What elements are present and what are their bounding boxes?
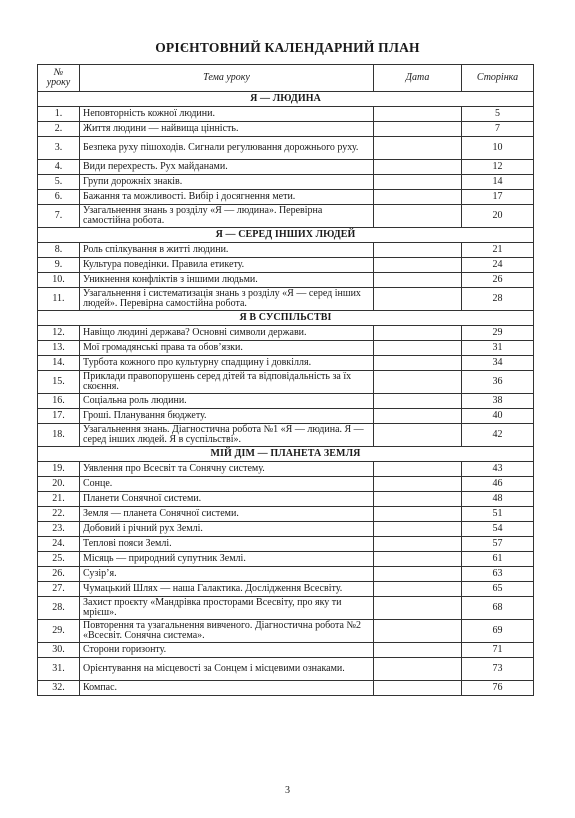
lesson-date-cell — [374, 288, 462, 311]
lesson-number-cell: 3. — [38, 137, 80, 160]
lesson-page-cell: 68 — [462, 597, 534, 620]
lesson-page-cell: 36 — [462, 371, 534, 394]
lesson-number-cell: 10. — [38, 273, 80, 288]
lesson-date-cell — [374, 567, 462, 582]
lesson-topic-cell: Сонце. — [80, 477, 374, 492]
lesson-page-cell: 40 — [462, 409, 534, 424]
section-title: МІЙ ДІМ — ПЛАНЕТА ЗЕМЛЯ — [38, 447, 534, 462]
lesson-topic-cell: Мої громадянські права та обов’язки. — [80, 341, 374, 356]
lesson-date-cell — [374, 537, 462, 552]
lesson-page-cell: 63 — [462, 567, 534, 582]
lesson-date-cell — [374, 356, 462, 371]
lesson-topic-cell: Узагальнення знань. Діагностична робота №1 «Я — людина. Я — серед інших людей. Я в суспільстві». — [80, 424, 374, 447]
lesson-topic-cell: Турбота кожного про культурну спадщину і довкілля. — [80, 356, 374, 371]
lesson-topic-cell: Бажання та можливості. Вибір і досягнення мети. — [80, 190, 374, 205]
table-row — [38, 620, 534, 643]
lesson-number-cell: 26. — [38, 567, 80, 582]
lesson-date-cell — [374, 190, 462, 205]
lesson-number-cell: 2. — [38, 122, 80, 137]
lesson-number-cell: 18. — [38, 424, 80, 447]
lesson-number-cell: 1. — [38, 107, 80, 122]
lesson-date-cell — [374, 107, 462, 122]
lesson-page-cell: 76 — [462, 681, 534, 696]
calendar-plan-table — [37, 64, 534, 696]
section-header-row — [38, 311, 534, 326]
lesson-topic-cell: Уникнення конфліктів з іншими людьми. — [80, 273, 374, 288]
section-title: Я — СЕРЕД ІНШИХ ЛЮДЕЙ — [38, 228, 534, 243]
table-row — [38, 258, 534, 273]
table-row — [38, 462, 534, 477]
lesson-date-cell — [374, 160, 462, 175]
lesson-number-cell: 24. — [38, 537, 80, 552]
lesson-page-cell: 71 — [462, 643, 534, 658]
lesson-topic-cell: Земля — планета Сонячної системи. — [80, 507, 374, 522]
lesson-number-cell: 30. — [38, 643, 80, 658]
lesson-page-cell: 38 — [462, 394, 534, 409]
lesson-number-cell: 21. — [38, 492, 80, 507]
lesson-date-cell — [374, 371, 462, 394]
lesson-date-cell — [374, 643, 462, 658]
table-header-row — [38, 65, 534, 92]
lesson-date-cell — [374, 258, 462, 273]
lesson-topic-cell: Теплові пояси Землі. — [80, 537, 374, 552]
lesson-date-cell — [374, 122, 462, 137]
lesson-topic-cell: Повторення та узагальнення вивченого. Діагностична робота №2 «Всесвіт. Сонячна система». — [80, 620, 374, 643]
lesson-topic-cell: Сторони горизонту. — [80, 643, 374, 658]
lesson-page-cell: 69 — [462, 620, 534, 643]
lesson-number-cell: 12. — [38, 326, 80, 341]
lesson-number-cell: 16. — [38, 394, 80, 409]
table-row — [38, 326, 534, 341]
lesson-page-cell: 24 — [462, 258, 534, 273]
lesson-date-cell — [374, 175, 462, 190]
lesson-date-cell — [374, 597, 462, 620]
table-row — [38, 492, 534, 507]
lesson-date-cell — [374, 326, 462, 341]
lesson-number-cell: 29. — [38, 620, 80, 643]
section-title: Я В СУСПІЛЬСТВІ — [38, 311, 534, 326]
table-row — [38, 643, 534, 658]
lesson-topic-cell: Сузір’я. — [80, 567, 374, 582]
table-row — [38, 190, 534, 205]
lesson-page-cell: 51 — [462, 507, 534, 522]
lesson-date-cell — [374, 205, 462, 228]
table-row — [38, 681, 534, 696]
column-header-number — [38, 65, 80, 92]
lesson-topic-cell: Орієнтування на місцевості за Сонцем і місцевими ознаками. — [80, 658, 374, 681]
table-row — [38, 507, 534, 522]
lesson-number-cell: 23. — [38, 522, 80, 537]
lesson-number-cell: 9. — [38, 258, 80, 273]
lesson-date-cell — [374, 492, 462, 507]
lesson-topic-cell: Чумацький Шлях — наша Галактика. Дослідження Всесвіту. — [80, 582, 374, 597]
lesson-page-cell: 54 — [462, 522, 534, 537]
lesson-number-cell: 14. — [38, 356, 80, 371]
table-row — [38, 122, 534, 137]
lesson-date-cell — [374, 243, 462, 258]
lesson-page-cell: 57 — [462, 537, 534, 552]
table-row — [38, 243, 534, 258]
lesson-topic-cell: Узагальнення і систематизація знань з розділу «Я — серед інших людей». Перевірна самостійна робота. — [80, 288, 374, 311]
table-row — [38, 288, 534, 311]
lesson-date-cell — [374, 522, 462, 537]
lesson-date-cell — [374, 341, 462, 356]
table-row — [38, 205, 534, 228]
lesson-topic-cell: Добовий і річний рух Землі. — [80, 522, 374, 537]
lesson-date-cell — [374, 462, 462, 477]
lesson-date-cell — [374, 394, 462, 409]
table-row — [38, 477, 534, 492]
lesson-date-cell — [374, 409, 462, 424]
lesson-page-cell: 48 — [462, 492, 534, 507]
lesson-page-cell: 29 — [462, 326, 534, 341]
lesson-page-cell: 65 — [462, 582, 534, 597]
lesson-page-cell: 14 — [462, 175, 534, 190]
lesson-number-cell: 28. — [38, 597, 80, 620]
lesson-page-cell: 42 — [462, 424, 534, 447]
section-title: Я — ЛЮДИНА — [38, 92, 534, 107]
lesson-date-cell — [374, 477, 462, 492]
lesson-topic-cell: Планети Сонячної системи. — [80, 492, 374, 507]
lesson-number-cell: 20. — [38, 477, 80, 492]
table-row — [38, 356, 534, 371]
table-row — [38, 552, 534, 567]
lesson-number-cell: 7. — [38, 205, 80, 228]
lesson-date-cell — [374, 620, 462, 643]
lesson-date-cell — [374, 552, 462, 567]
table-row — [38, 537, 534, 552]
lesson-page-cell: 5 — [462, 107, 534, 122]
lesson-page-cell: 12 — [462, 160, 534, 175]
table-row — [38, 341, 534, 356]
page-number: 3 — [285, 785, 290, 796]
lesson-number-cell: 19. — [38, 462, 80, 477]
lesson-topic-cell: Роль спілкування в житті людини. — [80, 243, 374, 258]
section-header-row — [38, 228, 534, 243]
section-header-row — [38, 447, 534, 462]
table-row — [38, 424, 534, 447]
lesson-date-cell — [374, 137, 462, 160]
lesson-number-cell: 5. — [38, 175, 80, 190]
lesson-date-cell — [374, 681, 462, 696]
lesson-topic-cell: Види перехресть. Рух майданами. — [80, 160, 374, 175]
lesson-date-cell — [374, 582, 462, 597]
lesson-topic-cell: Компас. — [80, 681, 374, 696]
table-row — [38, 137, 534, 160]
section-header-row — [38, 92, 534, 107]
lesson-number-cell: 22. — [38, 507, 80, 522]
lesson-number-cell: 11. — [38, 288, 80, 311]
lesson-number-cell: 32. — [38, 681, 80, 696]
lesson-page-cell: 10 — [462, 137, 534, 160]
lesson-topic-cell: Узагальнення знань з розділу «Я — людина». Перевірна самостійна робота. — [80, 205, 374, 228]
lesson-page-cell: 73 — [462, 658, 534, 681]
lesson-topic-cell: Місяць — природний супутник Землі. — [80, 552, 374, 567]
lesson-number-cell: 4. — [38, 160, 80, 175]
lesson-page-cell: 21 — [462, 243, 534, 258]
table-row — [38, 658, 534, 681]
lesson-topic-cell: Неповторність кожної людини. — [80, 107, 374, 122]
lesson-topic-cell: Групи дорожніх знаків. — [80, 175, 374, 190]
table-row — [38, 160, 534, 175]
lesson-page-cell: 26 — [462, 273, 534, 288]
lesson-date-cell — [374, 424, 462, 447]
lesson-number-cell: 13. — [38, 341, 80, 356]
lesson-topic-cell: Гроші. Планування бюджету. — [80, 409, 374, 424]
column-header-topic: Тема уроку — [80, 65, 374, 92]
lesson-page-cell: 46 — [462, 477, 534, 492]
lesson-number-cell: 15. — [38, 371, 80, 394]
table-row — [38, 273, 534, 288]
lesson-page-cell: 31 — [462, 341, 534, 356]
lesson-page-cell: 20 — [462, 205, 534, 228]
table-row — [38, 409, 534, 424]
lesson-topic-cell: Приклади правопорушень серед дітей та відповідальність за їх скоєння. — [80, 371, 374, 394]
table-body — [38, 92, 534, 696]
lesson-date-cell — [374, 273, 462, 288]
table-row — [38, 394, 534, 409]
page-title: ОРІЄНТОВНИЙ КАЛЕНДАРНИЙ ПЛАН — [155, 40, 420, 55]
table-row — [38, 582, 534, 597]
lesson-page-cell: 43 — [462, 462, 534, 477]
lesson-number-cell: 25. — [38, 552, 80, 567]
lesson-topic-cell: Уявлення про Всесвіт та Сонячну систему. — [80, 462, 374, 477]
lesson-page-cell: 34 — [462, 356, 534, 371]
table-row — [38, 522, 534, 537]
lesson-topic-cell: Навіщо людині держава? Основні символи держави. — [80, 326, 374, 341]
lesson-number-cell: 8. — [38, 243, 80, 258]
lesson-number-cell: 27. — [38, 582, 80, 597]
lesson-page-cell: 17 — [462, 190, 534, 205]
lesson-date-cell — [374, 507, 462, 522]
lesson-page-cell: 28 — [462, 288, 534, 311]
lesson-topic-cell: Життя людини — найвища цінність. — [80, 122, 374, 137]
table-row — [38, 175, 534, 190]
lesson-number-cell: 31. — [38, 658, 80, 681]
lesson-date-cell — [374, 658, 462, 681]
lesson-number-cell: 6. — [38, 190, 80, 205]
column-header-number-symbol: № — [53, 66, 64, 78]
column-header-date: Дата — [374, 65, 462, 92]
lesson-topic-cell: Безпека руху пішоходів. Сигнали регулювання дорожнього руху. — [80, 137, 374, 160]
table-row — [38, 107, 534, 122]
lesson-page-cell: 7 — [462, 122, 534, 137]
lesson-topic-cell: Культура поведінки. Правила етикету. — [80, 258, 374, 273]
lesson-topic-cell: Захист проєкту «Мандрівка просторами Всесвіту, про яку ти мрієш». — [80, 597, 374, 620]
column-header-page: Сторінка — [462, 65, 534, 92]
lesson-page-cell: 61 — [462, 552, 534, 567]
column-header-number-label: уроку — [46, 77, 71, 88]
table-row — [38, 597, 534, 620]
lesson-number-cell: 17. — [38, 409, 80, 424]
table-row — [38, 371, 534, 394]
table-row — [38, 567, 534, 582]
lesson-topic-cell: Соціальна роль людини. — [80, 394, 374, 409]
